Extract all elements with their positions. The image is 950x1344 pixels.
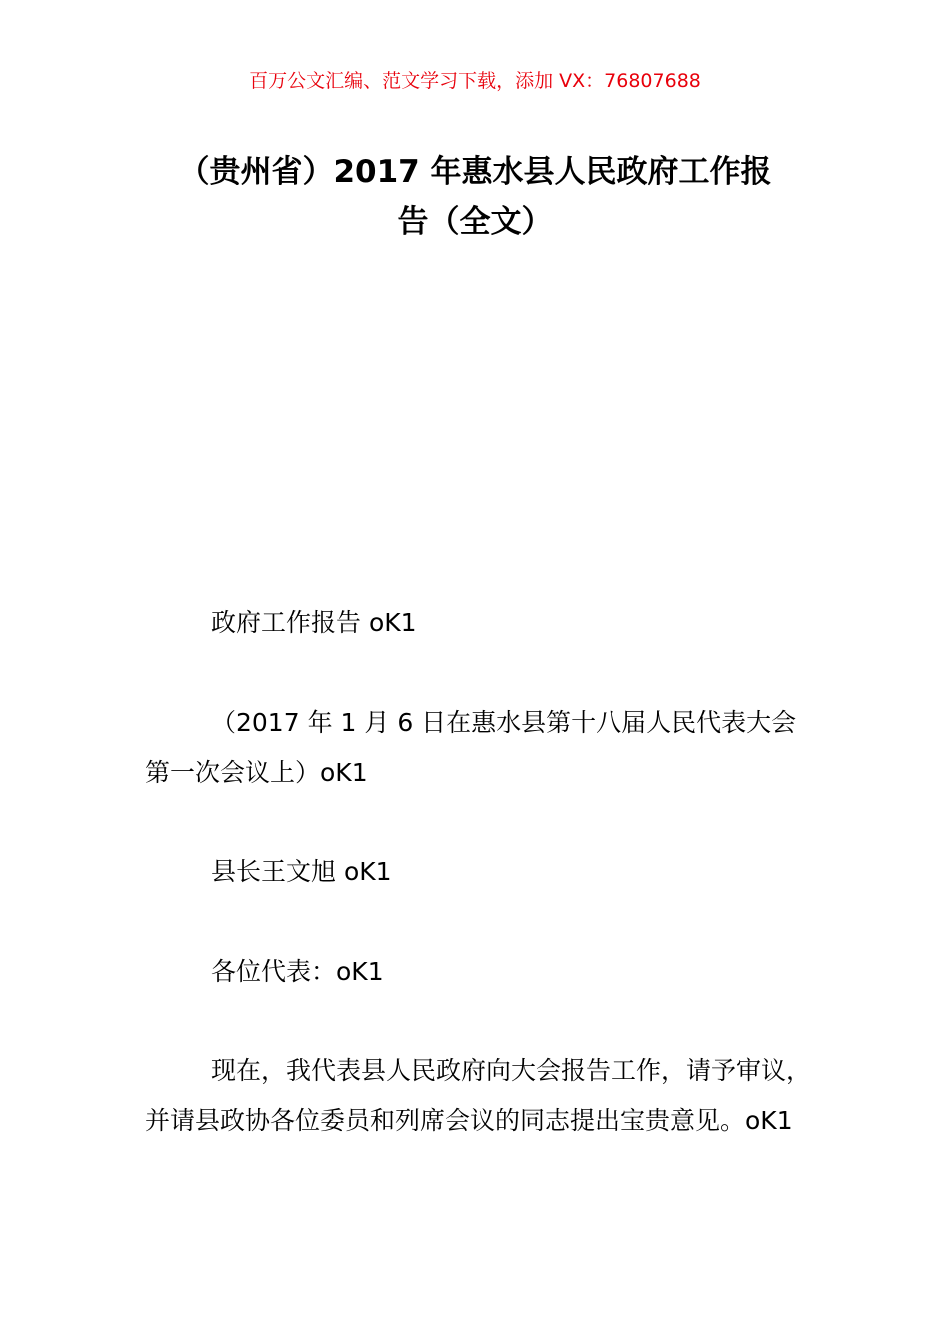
speaker-line: 县长王文旭 oK1 [211,857,392,886]
document-title-line-1: （贵州省）2017 年惠水县人民政府工作报 [178,154,772,190]
document-title-line-2: 告（全文） [397,204,553,240]
salutation-line: 各位代表：oK1 [211,957,384,986]
report-heading: 政府工作报告 oK1 [211,608,417,637]
paragraph-line-1: 现在，我代表县人民政府向大会报告工作，请予审议， [211,1056,812,1085]
meeting-info-line-1: （2017 年 1 月 6 日在惠水县第十八届人民代表大会 [211,708,797,737]
watermark-banner: 百万公文汇编、范文学习下载，添加 VX：76807688 [249,70,701,92]
meeting-info-line-2: 第一次会议上）oK1 [145,758,368,787]
paragraph-line-2: 并请县政协各位委员和列席会议的同志提出宝贵意见。oK1 [145,1106,793,1135]
